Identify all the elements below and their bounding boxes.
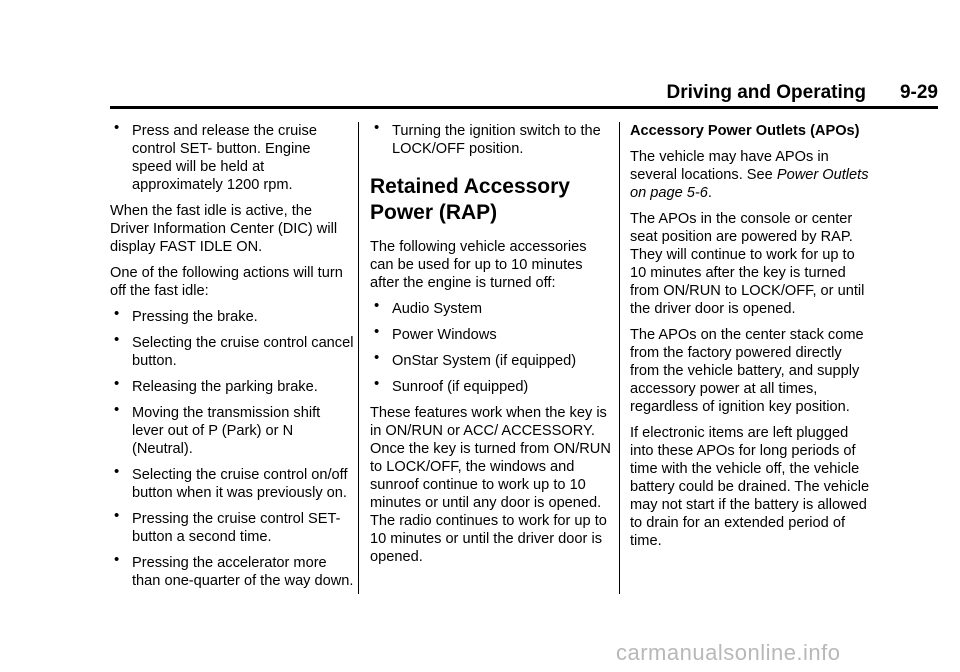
section-heading: Retained Accessory Power (RAP)	[370, 175, 570, 224]
bullet-icon: •	[374, 323, 380, 340]
column-divider	[619, 122, 620, 594]
bullet-icon: •	[114, 119, 120, 136]
paragraph: The APOs on the center stack come from the factory powered directly from the vehicle battery, and supply accessory power at all times, regardless of ignition key position.	[630, 327, 864, 415]
column-3	[630, 122, 874, 558]
bullet-icon: •	[114, 507, 120, 524]
list-item: • Pressing the brake.	[114, 305, 258, 325]
bullet-icon: •	[114, 331, 120, 348]
cross-reference-link[interactable]: Power Outlets on page 5-6	[630, 167, 869, 201]
list-item: • Moving the transmission shift lever out of P (Park) or N (Neutral).	[114, 401, 321, 457]
bullet-icon: •	[114, 551, 120, 568]
column-1	[110, 119, 354, 598]
paragraph: These features work when the key is in ON/RUN or ACC/ ACCESSORY. Once the key is turned from ON/RUN to LOCK/OFF, the windows and sunroof continue to work up to 10 minutes or until any door is opened. The radio continues to work for up to 10 minutes or until the driver door is opened.	[370, 405, 611, 565]
list-item: • Power Windows	[374, 323, 497, 343]
bullet-icon: •	[114, 401, 120, 418]
watermark: carmanualsonline.info	[616, 640, 841, 665]
list-item: • Selecting the cruise control cancel button.	[114, 331, 354, 369]
list-item: • Audio System	[374, 297, 483, 317]
subheading: Accessory Power Outlets (APOs)	[630, 123, 860, 139]
column-divider	[358, 122, 359, 594]
paragraph: When the fast idle is active, the Driver Information Center (DIC) will display FAST IDLE ON.	[110, 203, 338, 255]
paragraph: One of the following actions will turn off the fast idle:	[110, 265, 343, 299]
bullet-icon: •	[114, 375, 120, 392]
list-item: • Press and release the cruise control SET- button. Engine speed will be held at approximately 1200 rpm.	[114, 119, 317, 193]
bullet-icon: •	[114, 305, 120, 322]
bullet-icon: •	[114, 463, 120, 480]
list-item: • Turning the ignition switch to the LOCK/OFF position.	[374, 119, 601, 157]
list-item: • Sunroof (if equipped)	[374, 375, 529, 395]
bullet-icon: •	[374, 119, 380, 136]
paragraph: If electronic items are left plugged into these APOs for long periods of time with the vehicle off, the vehicle battery could be drained. The vehicle may not start if the battery is allowed to drain for an extended period of time.	[630, 425, 870, 549]
column-2	[370, 119, 614, 574]
paragraph: The APOs in the console or center seat position are powered by RAP. They will continue to work for up to 10 minutes after the key is turned from ON/RUN to LOCK/OFF, or until the driver door is opened.	[630, 211, 865, 317]
bullet-icon: •	[374, 375, 380, 392]
list-item: • Pressing the accelerator more than one-quarter of the way down.	[114, 551, 354, 589]
page-number: 9-29	[899, 82, 938, 103]
list-item: • OnStar System (if equipped)	[374, 349, 577, 369]
paragraph: The following vehicle accessories can be used for up to 10 minutes after the engine is turned off:	[370, 239, 587, 291]
bullet-icon: •	[374, 297, 380, 314]
list-item: • Pressing the cruise control SET- button a second time.	[114, 507, 341, 545]
bullet-icon: •	[374, 349, 380, 366]
list-item: • Selecting the cruise control on/off button when it was previously on.	[114, 463, 348, 501]
paragraph: The vehicle may have APOs in several locations. See Power Outlets on page 5-6.	[630, 149, 869, 201]
list-item: • Releasing the parking brake.	[114, 375, 318, 395]
header-title: Driving and Operating	[666, 82, 866, 103]
header-rule	[110, 106, 938, 109]
